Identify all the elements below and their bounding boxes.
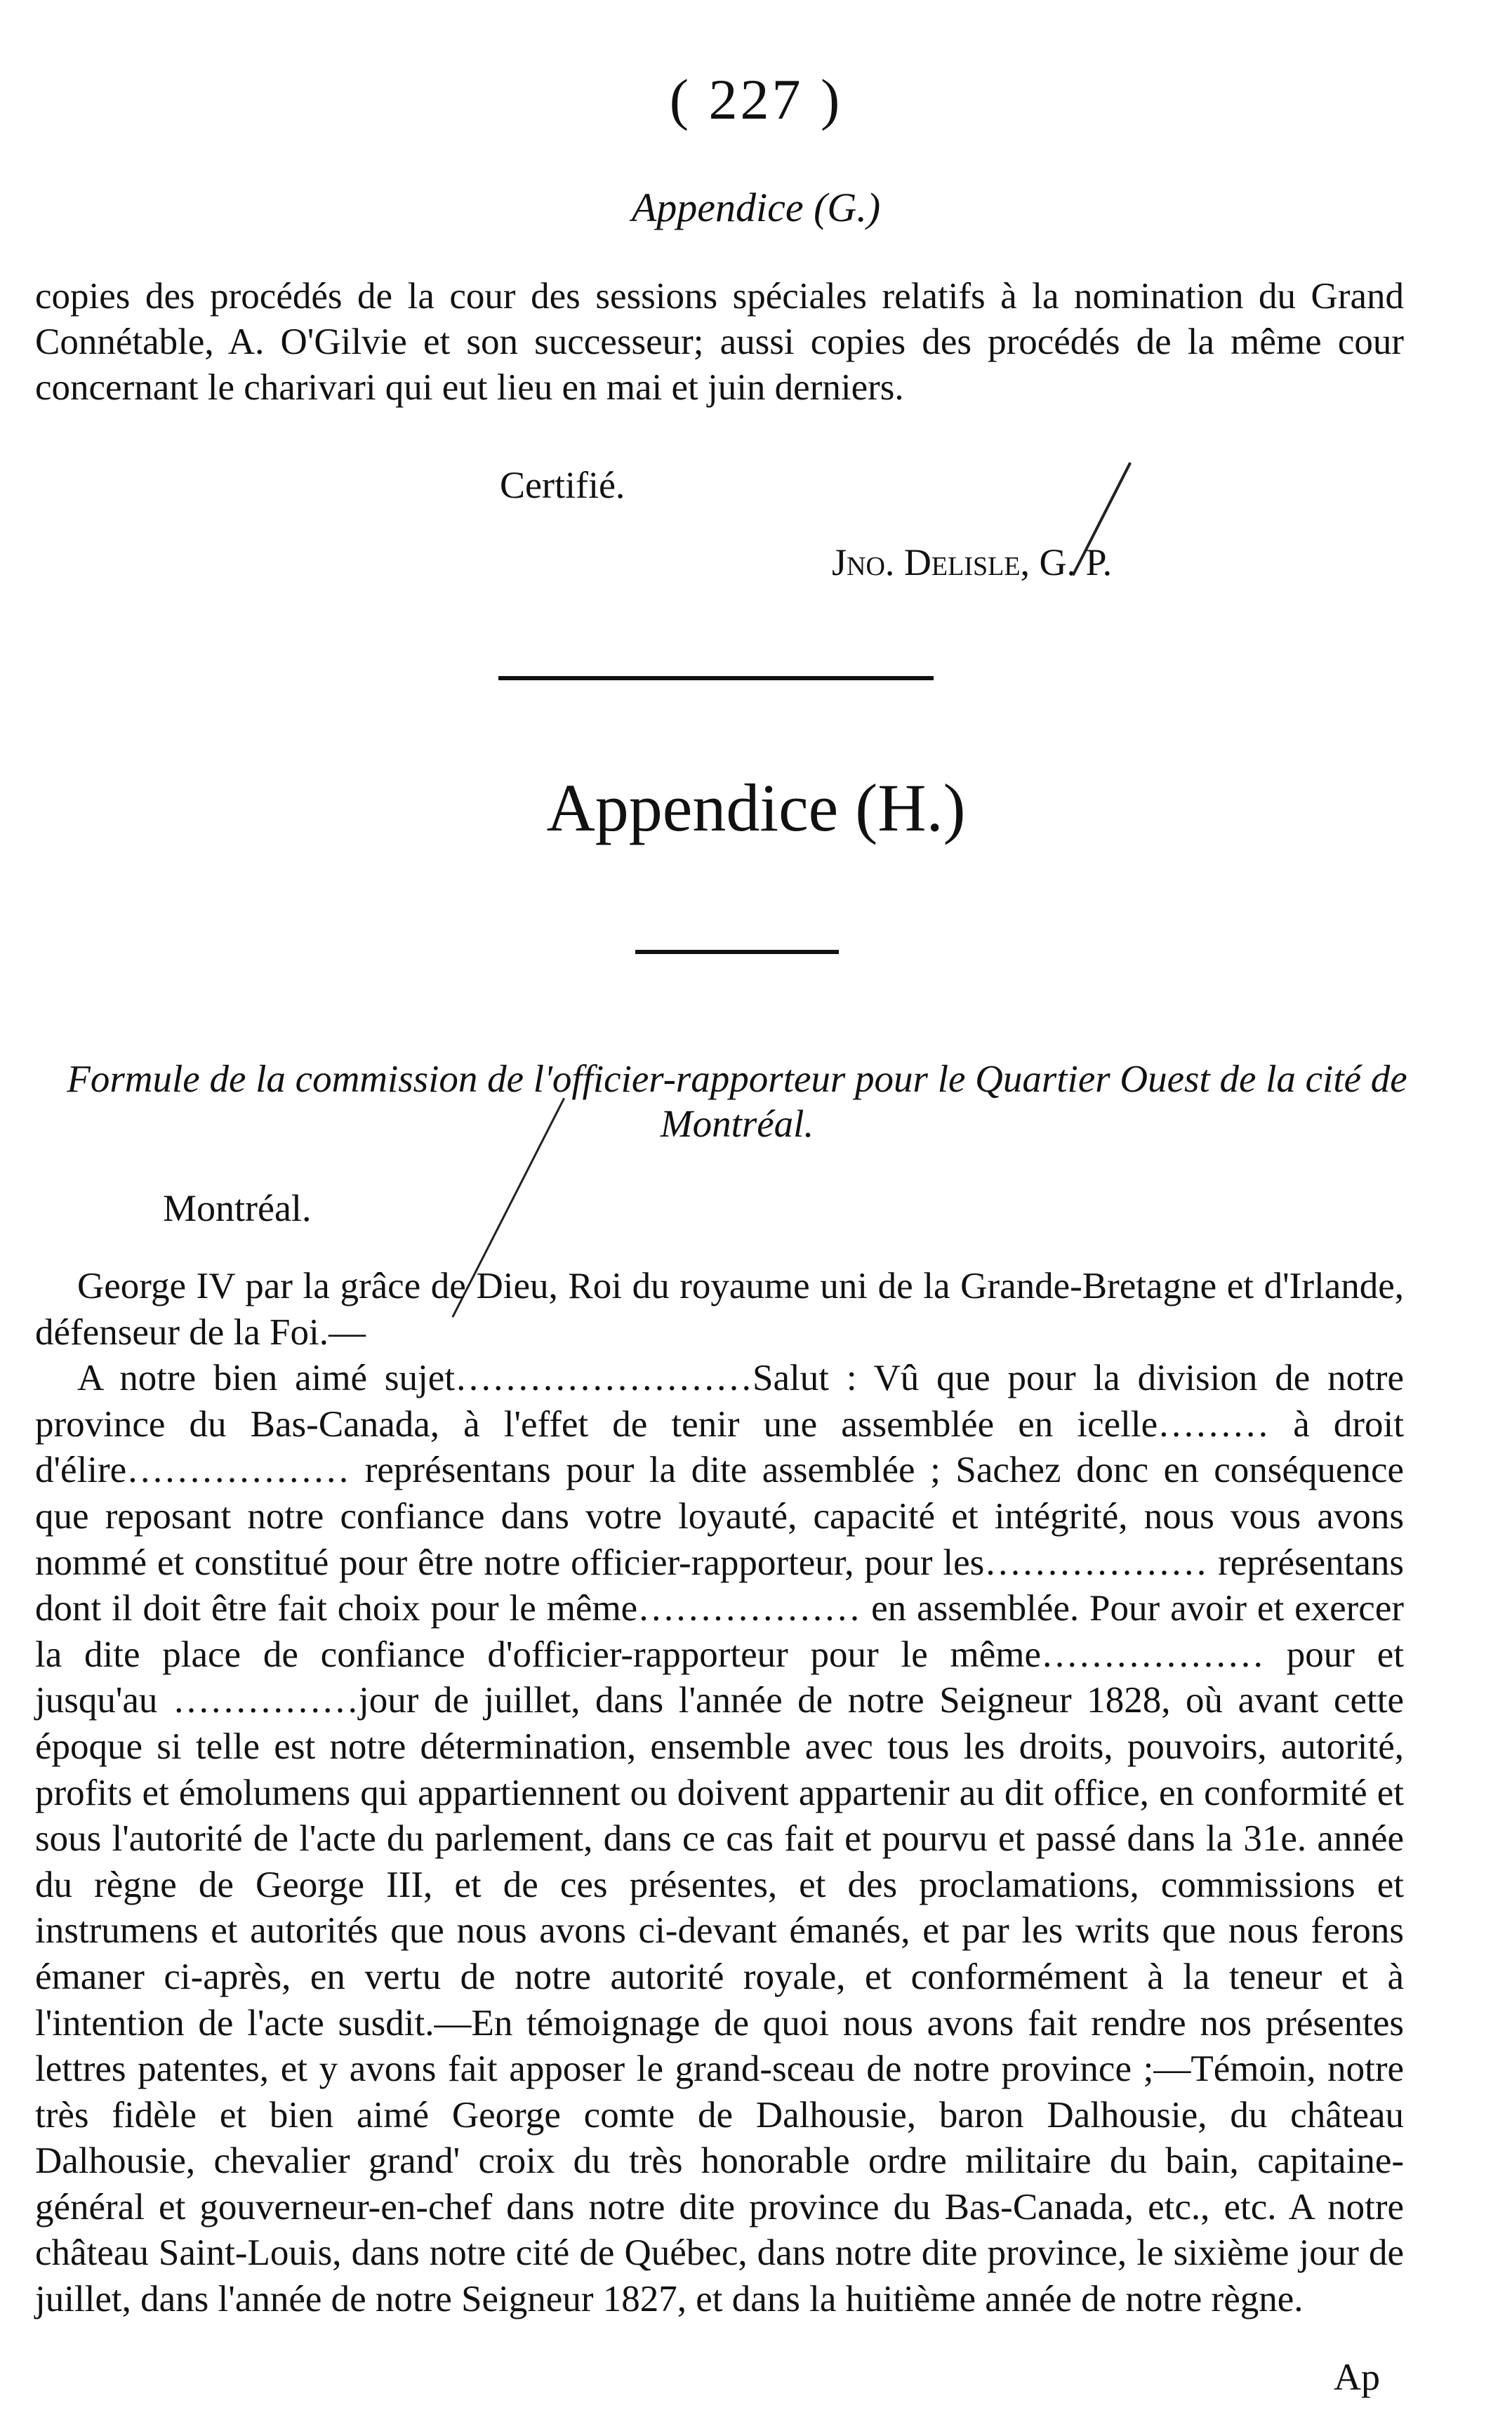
appendix-g-paragraph: copies des procédés de la cour des sessions spéciales relatifs à la nomination du Grand Connétable, A. O'Gilvie et son successeur; aussi copies des procédés de la même cour concernant le charivari qui eut lieu en mai et juin derniers. bbox=[35, 276, 1404, 408]
commission-text bbox=[35, 1264, 1404, 2323]
appendix-h-heading: Appendice (H.) bbox=[546, 770, 966, 845]
signature: Jno. Delisle, G. P. bbox=[832, 541, 1113, 583]
place-label: Montréal. bbox=[163, 1187, 312, 1229]
section-divider bbox=[498, 676, 934, 680]
salutation: George IV par la grâce de Dieu, Roi du royaume uni de la Grande-Bretagne et d'Irlande, défenseur de la Foi.— bbox=[35, 1266, 1404, 1353]
catchword: Ap bbox=[1334, 2356, 1380, 2398]
certified-label: Certifié. bbox=[500, 464, 625, 506]
page-number: ( 227 ) bbox=[669, 67, 843, 131]
appendix-g-heading: Appendice (G.) bbox=[631, 185, 881, 230]
commission-body: A notre bien aimé sujet……………………Salut : Vû que pour la division de notre province du Bas-Canada, à l'effet de tenir une assemblée en icelle……… à droit d'élire……………… représentans pour la dite assemblée ; Sachez donc en conséquence que reposant notre confiance dans votre loyauté, capacité et intégrité, nous vous avons nommé et constitué pour être notre officier-rapporteur, pour les……………… représentans dont il doit être fait choix pour le même……………… en assemblée. Pour avoir et exercer la dite place de confiance d'officier-rapporteur pour le même……………… pour et jusqu'au ……………jour de juillet, dans l'année de notre Seigneur 1828, où avant cette époque si telle est notre détermination, ensemble avec tous les droits, pouvoirs, autorité, profits et émolumens qui appartiennent ou doivent appartenir au dit office, en conformité et sous l'autorité de l'acte du parlement, dans ce cas fait et pourvu et passé dans la 31e. année du règne de George III, et de ces présentes, et des proclamations, commissions et instrumens et autorités que nous avons ci-devant émanés, et par les writs que nous ferons émaner ci-après, en vertu de notre autorité royale, et conformément à la teneur et à l'intention de l'acte susdit.—En témoignage de quoi nous avons fait rendre nos présentes lettres patentes, et y avons fait apposer le grand-sceau de notre province ;—Témoin, notre très fidèle et bien aimé George comte de Dalhousie, baron Dalhousie, du château Dalhousie, chevalier grand' croix du très honorable ordre militaire du bain, capitaine-général et gouverneur-en-chef dans notre dite province du Bas-Canada, etc., etc. A notre château Saint-Louis, dans notre cité de Québec, dans notre dite province, le sixième jour de juillet, dans l'année de notre Seigneur 1827, et dans la huitième année de notre règne. bbox=[35, 1358, 1404, 2320]
formula-title: Formule de la commission de l'officier-rapporteur pour le Quartier Ouest de la cité de Montréal. bbox=[67, 1057, 1407, 1145]
short-divider bbox=[635, 950, 839, 954]
